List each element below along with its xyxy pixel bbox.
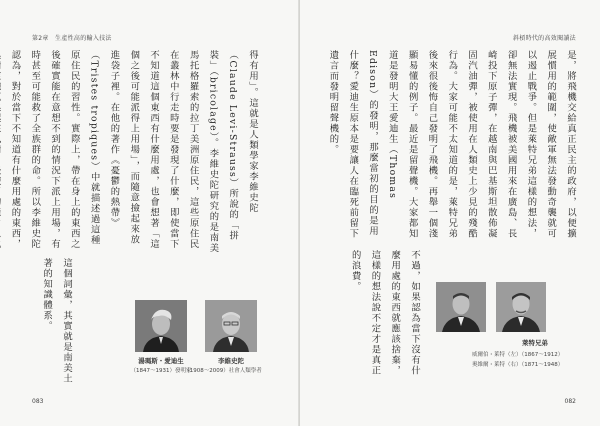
caption-name-wright-brothers: 萊特兄弟 <box>522 339 548 347</box>
portrait-wilbur-wright <box>436 282 486 332</box>
right-page <box>300 0 600 426</box>
left-page-header: 第2章 生產性高的輸入技法 <box>32 35 112 42</box>
right-page-body-text: 是，將飛機交給真正民主的政府，以便擴展慣用的範圍，使敵軍無法發動奇襲就可以遏止戰爭。但是萊特兄弟這樣的想法，卻無法實現。飛機被美國用來在廣島、長崎投下原子彈，在越南與巴基斯坦散佈凝固汽油彈，被使用在人類史上少見的殘酷行為。大家可能不太知道的是，萊特兄弟後來很後悔自己發明了飛機。再舉一個淺顯易懂的例子。最近是留聲機。大家都知道是發明大王愛迪生（Thomas Edison）的發明，那麼當初的目的是用什麼？愛迪生原本是要讓人在臨死前留下遺言而發明留聲機的。 <box>327 50 576 239</box>
left-page-body-text: 得有用」。這就是人類學家李維史陀（Claude Levi-Strauss）所說的「拼裝」（bricolage）。李維史陀研究的是南美馬托格羅索的拉丁美洲原住民，這些原住民在叢林中行走時要是發現了什麼，即使當下不知道這個東西有什麼用處，也會想著「這個之後可能派得上用場」，而隨意撿起來放進袋子裡。在他的著作《憂鬱的熱帶》（Tristes tropiques）中就描述過這種原住民的習性。實際上，帶在身上的東西之後確實能在意想不到的情況下派上用場，有時甚至可能救了全族群的命。所以李維史陀認為，對於當下不知道有什麼用處的東西， <box>9 50 258 254</box>
caption-name-edison: 湯瑪斯・愛迪生 <box>138 357 184 365</box>
caption-detail-edison: （1847～1931）發明家 <box>130 368 192 374</box>
portrait-levi-strauss-image <box>205 300 257 352</box>
right-page-number: 082 <box>564 398 576 405</box>
right-page-body-text-bottom: 不過，如果認為當下沒有什麼用處的東西就應該捨棄，這樣的想法說不定才是真正的浪費。 <box>349 250 420 376</box>
portrait-edison-image <box>135 300 187 352</box>
portrait-levi-strauss <box>205 300 257 352</box>
caption-detail-wilbur-wright: 威爾伯・萊特（左）（1867～1912） <box>472 352 564 358</box>
caption-detail-levi-strauss: （1908～2009）社會人類學者 <box>184 368 262 374</box>
left-page-body-text-bottom: 這個詞彙，其實就是南美土著的知識體系。 <box>41 258 72 384</box>
portrait-wilbur-wright-image <box>436 282 486 332</box>
left-page-number: 083 <box>32 398 44 405</box>
portrait-orville-wright <box>496 282 546 332</box>
right-page-header: 斜槓時代的高效閱讀法 <box>512 35 576 42</box>
caption-name-levi-strauss: 李維史陀 <box>218 357 244 365</box>
caption-detail-orville-wright: 奧維爾・萊特（右）（1871～1948） <box>472 362 564 368</box>
portrait-edison <box>135 300 187 352</box>
portrait-orville-wright-image <box>496 282 546 332</box>
